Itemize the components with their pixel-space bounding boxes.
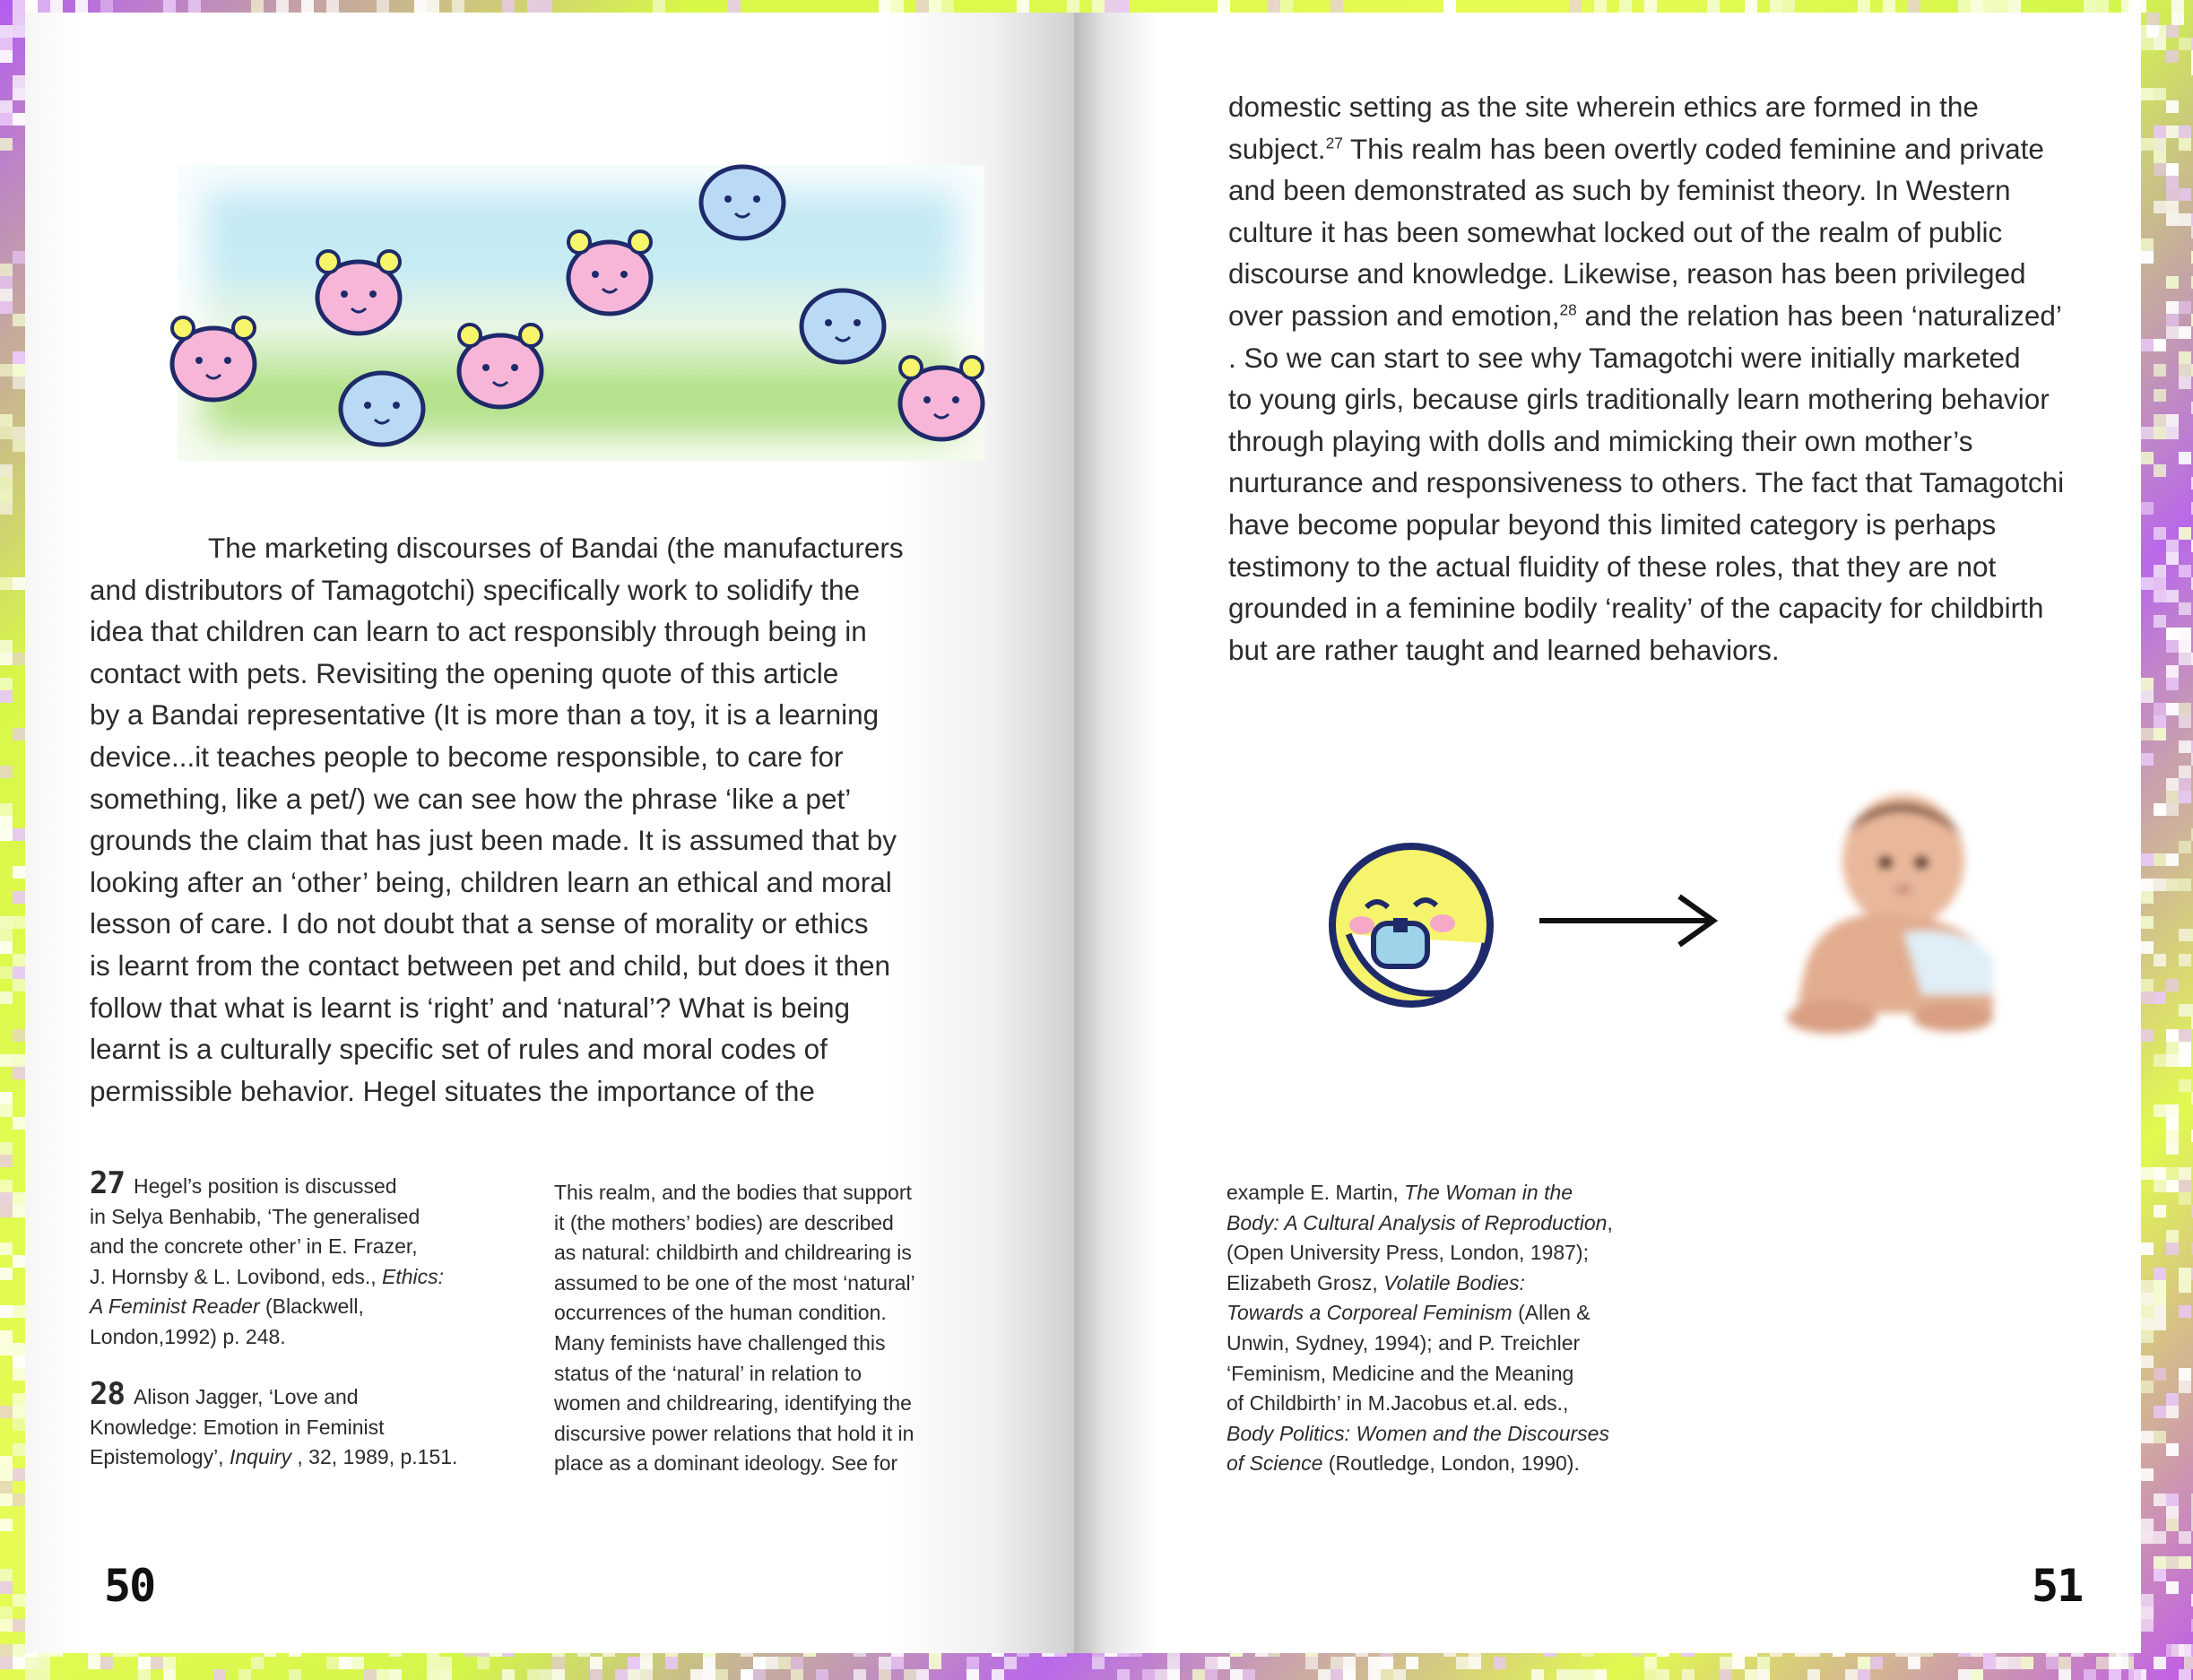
tamagotchi-baby-sprite <box>1322 836 1501 1015</box>
footnote-27-number: 27 <box>90 1165 125 1201</box>
page-number-right: 51 <box>2032 1560 2083 1612</box>
tamagotchi-pets-sprites <box>25 13 1074 515</box>
arrow-right-icon <box>1536 889 1724 952</box>
footnote-28-number: 28 <box>90 1376 125 1412</box>
page-number-left: 50 <box>104 1560 155 1612</box>
left-body-paragraph: The marketing discourses of Bandai (the manufacturers and distributors of Tamagotchi) specifically work to solidify the idea that children can learn to act responsibly through being in contact with pets. Revisiting the opening quote of this article by a Bandai representative (It is more than a toy, it is a learning device...it teaches people to become responsible, to care for something, like a pet/) we can see how the phrase ‘like a pet’ grounds the claim that has just been made. It is assumed that by looking after an ‘other’ being, children learn an ethical and moral lesson of care. I do not doubt that a sense of morality or ethics is learnt from the contact between pet and child, but does it then follow that what is learnt is ‘right’ and ‘natural’? What is being learnt is a culturally specific set of rules and moral codes of permissible behavior. Hegel situates the importance of the <box>90 532 904 1107</box>
footnote-27: 27 Hegel’s position is discussed in Selya Benhabib, ‘The generalised and the concrete other’ in E. Frazer, J. Hornsby & L. Lovibond, eds., Ethics: A Feminist Reader (Blackwell, London,1992) p. 248. <box>90 1165 445 1348</box>
footnote-continued: example E. Martin, The Woman in the Body: A Cultural Analysis of Reproduction, (Open University Press, London, 1987); Elizabeth Grosz, Volatile Bodies: Towards a Corporeal Feminism (Allen & Unwin, Sydney, 1994); and P. Treichler ‘Feminism, Medicine and the Meaning of Childbirth’ in M.Jacobus et.al. eds., Body Politics: Women and the Discourses of Science (Routledge, London, 1990). <box>1227 1181 1613 1476</box>
baby-photo <box>1769 789 2011 1040</box>
right-body-paragraph: domestic setting as the site wherein ethics are formed in the subject.$^{27}$ This realm has been overtly coded feminine and private and been demonstrated as such by feminist theory. In Western culture it has been somewhat locked out of the realm of public discourse and knowledge. Likewise, reason has been privileged over passion and emotion,$^{28}$ and the relation has been ‘naturalized’ . So we can start to see why Tamagotchi were initially marketed to young girls, because girls traditionally learn mothering behavior through playing with dolls and mimicking their own mother’s nurturance and responsiveness to others. The fact that Tamagotchi have become popular beyond this limited category is perhaps testimony to the actual fluidity of these roles, that they are not grounded in a feminine bodily ‘reality’ of the capacity for childbirth but are rather taught and learned behaviors. <box>1228 91 2065 666</box>
footnote-28: 28 Alison Jagger, ‘Love and Knowledge: Emotion in Feminist Epistemology’, Inquiry , 32, 1989, p.151. <box>90 1376 458 1469</box>
open-book-spread <box>25 13 2141 1653</box>
footnote-column-2: This realm, and the bodies that support it (the mothers’ bodies) are described as natural: childbirth and childrearing is assumed to be one of the most ‘natural’ occurrences of the human condition. Many feminists have challenged this status of the ‘natural’ in relation to women and childrearing, identifying the discursive power relations that hold it in place as a dominant ideology. See for <box>554 1181 915 1476</box>
left-page <box>25 13 1074 1653</box>
right-page <box>1074 13 2141 1653</box>
